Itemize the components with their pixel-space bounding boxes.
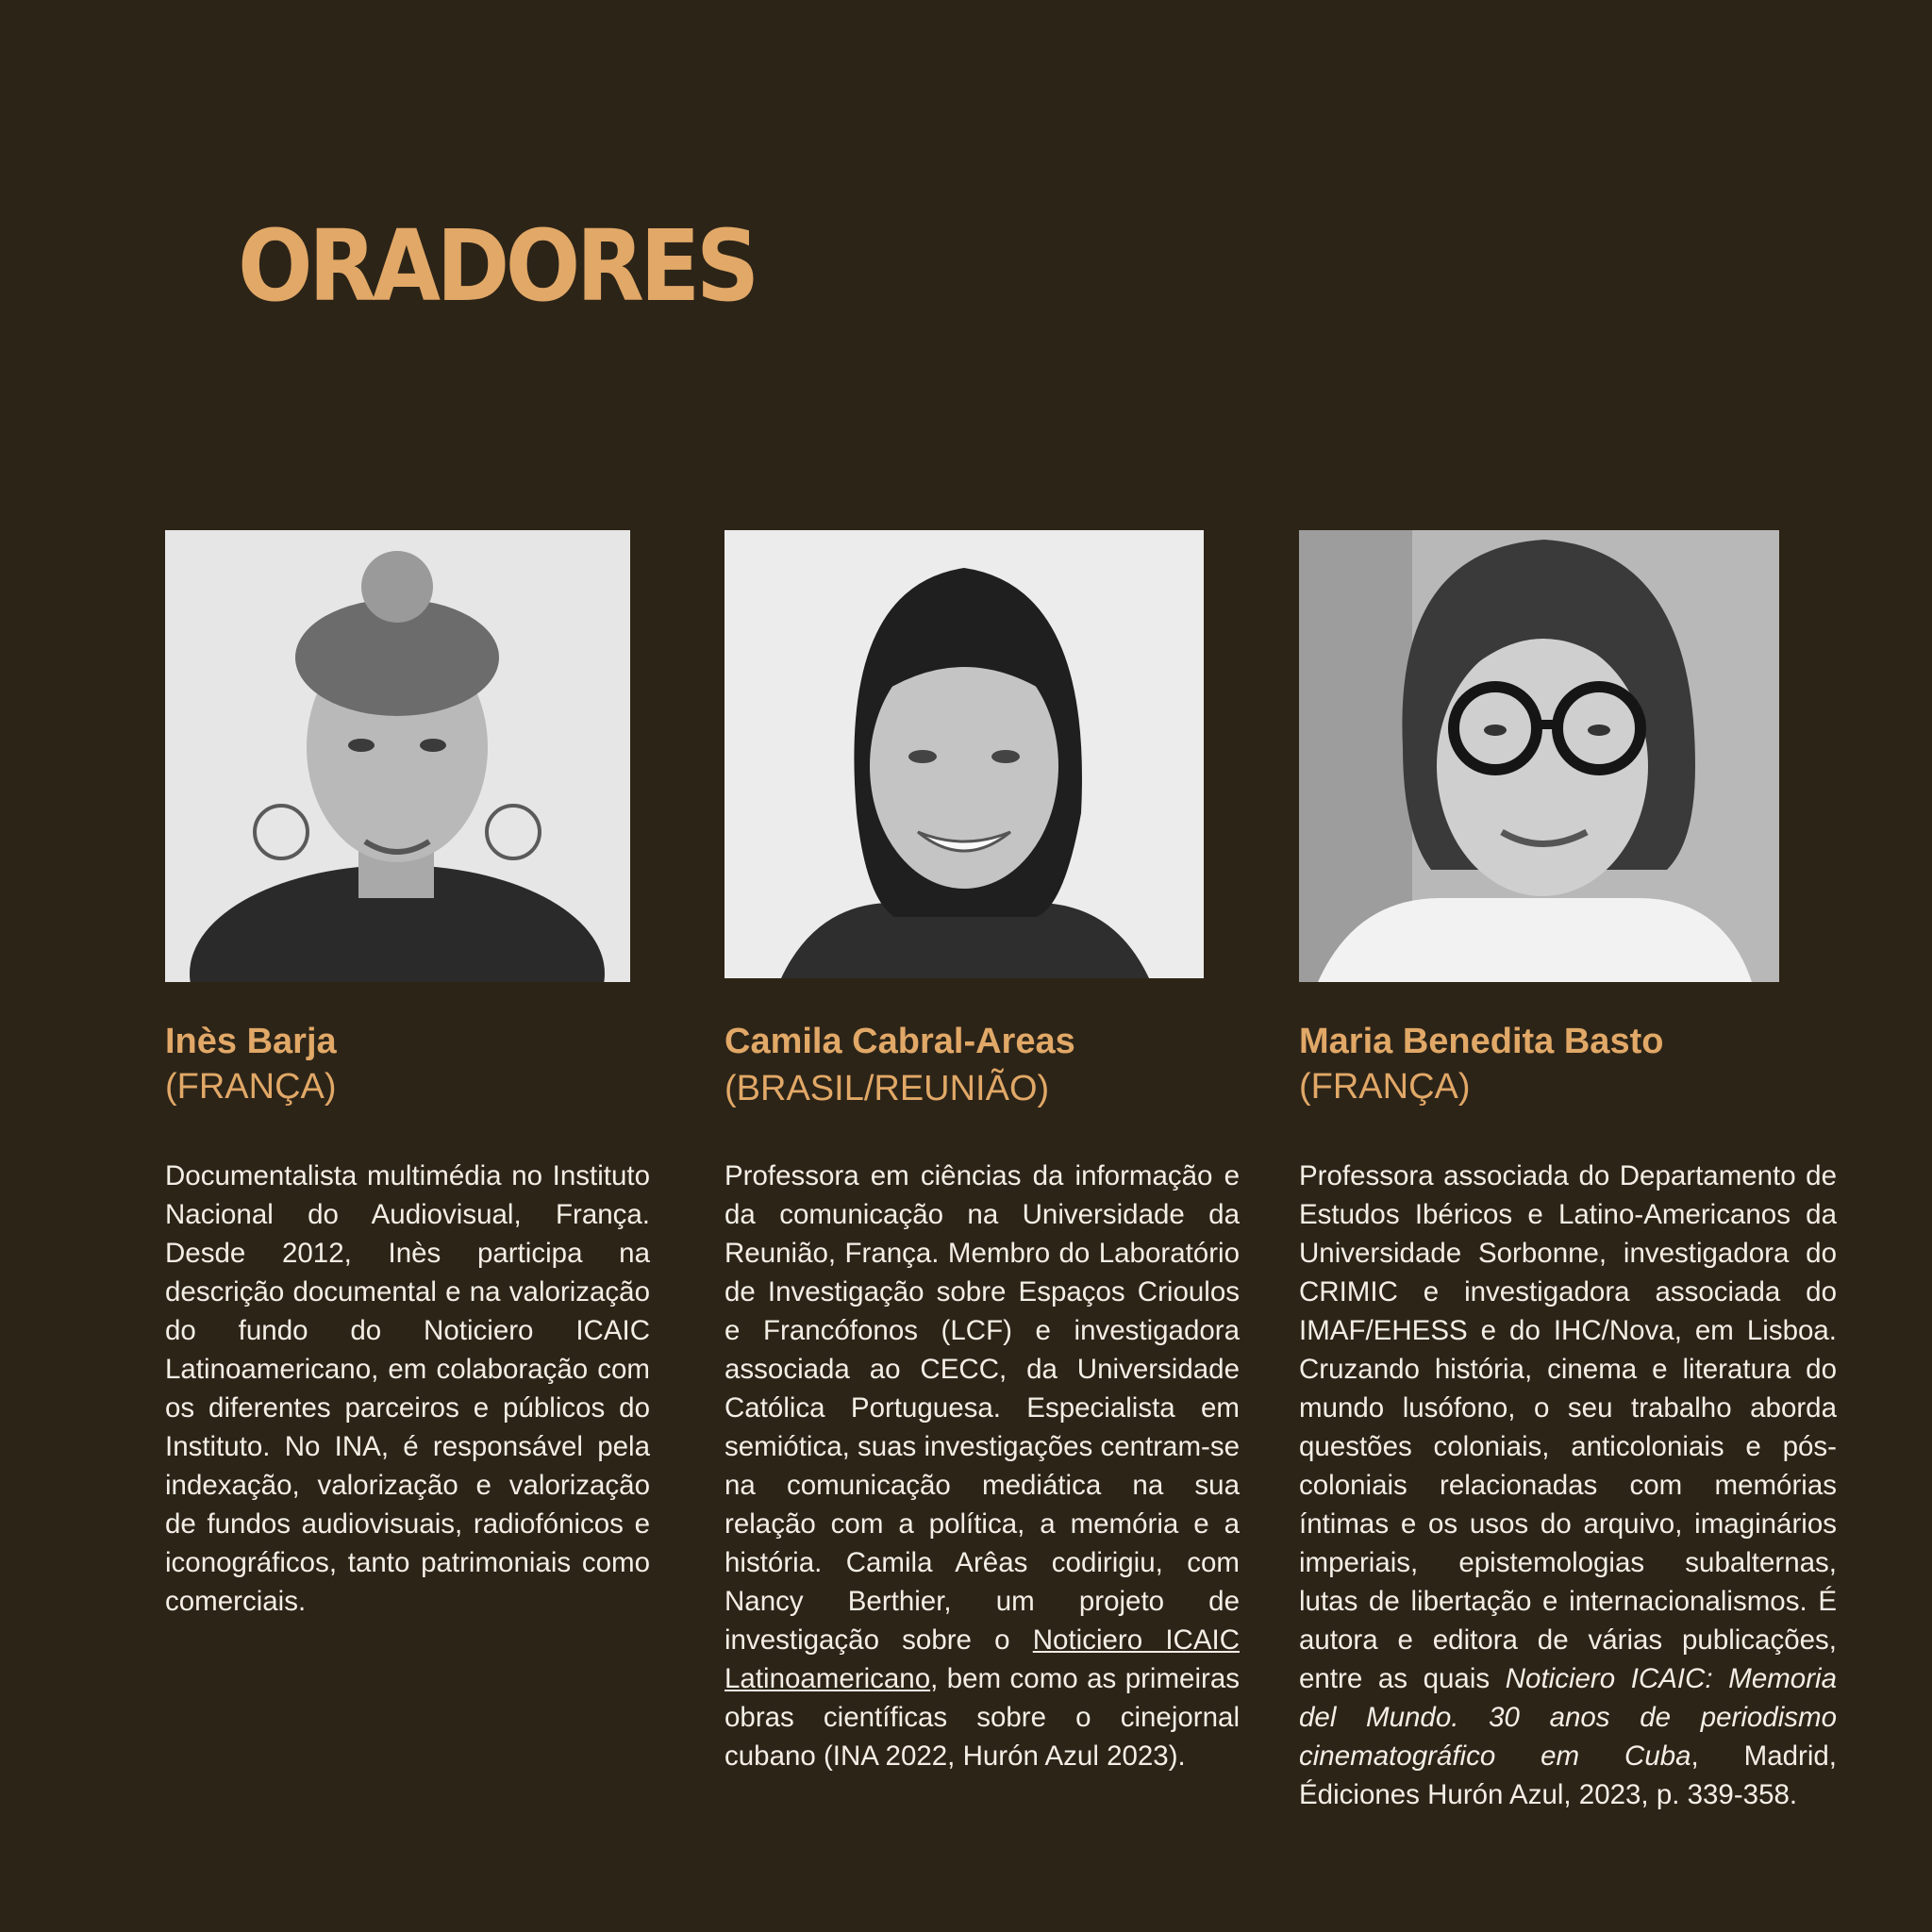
speaker-photo-camila-cabral-areas xyxy=(724,530,1204,978)
speaker-name: Maria Benedita Basto xyxy=(1299,1022,1664,1061)
speaker-name: Camila Cabral-Areas xyxy=(724,1022,1075,1061)
bio-text: , bem como as primeiras obras científicas sobre o cinejornal cubano (INA 2022, Hurón Azul 2023). xyxy=(724,1663,1240,1772)
publication-title: Noticiero ICAIC: Memoria del Mundo. 30 anos de periodismo cinematográfico em Cuba xyxy=(1299,1663,1837,1772)
page-title: ORADORES xyxy=(238,208,756,324)
speaker-country: (BRASIL/REUNIÃO) xyxy=(724,1069,1050,1108)
speaker-name: Inès Barja xyxy=(165,1022,337,1061)
portrait-photo-icon xyxy=(724,530,1204,978)
noticiero-link[interactable]: Noticiero ICAIC Latinoamericano xyxy=(724,1624,1240,1694)
speaker-photo-maria-benedita-basto xyxy=(1299,530,1779,982)
speaker-bio xyxy=(724,1157,1240,1775)
speaker-country: (FRANÇA) xyxy=(1299,1067,1471,1107)
portrait-photo-icon xyxy=(1299,530,1779,982)
speaker-photo-ines-barja xyxy=(165,530,630,982)
bio-text: Professora associada do Departamento de Estudos Ibéricos e Latino-Americanos da Universidade Sorbonne, investigadora do CRIMIC e investigadora associada do IMAF/EHESS e do IHC/Nova, em Lisboa. Cruzando história, cinema e literatura do mundo lusófono, o seu trabalho aborda questões coloniais, anticoloniais e pós-coloniais relacionadas com memórias íntimas e os usos do arquivo, imaginários imperiais, epistemologias subalternas, lutas de libertação e internacionalismos. É autora e editora de várias publicações, entre as quais xyxy=(1299,1160,1837,1694)
speaker-country: (FRANÇA) xyxy=(165,1067,337,1107)
speaker-bio xyxy=(1299,1157,1837,1814)
portrait-photo-icon xyxy=(165,530,630,982)
bio-text: , Madrid, Édiciones Hurón Azul, 2023, p. 339-358. xyxy=(1299,1740,1838,1810)
speaker-bio: Documentalista multimédia no Instituto Nacional do Audiovisual, França. Desde 2012, Inès participa na descrição documental e na valorização do fundo do Noticiero ICAIC Latinoamericano, em colaboração com os diferentes parceiros e públicos do Instituto. No INA, é responsável pela indexação, valorização e valorização de fundos audiovisuais, radiofónicos e iconográficos, tanto patrimoniais como comerciais. xyxy=(165,1160,650,1617)
bio-text: Professora em ciências da informação e da comunicação na Universidade da Reunião, França. Membro do Laboratório de Investigação sobre Espaços Crioulos e Francófonos (LCF) e investigadora associada ao CECC, da Universidade Católica Portuguesa. Especialista em semiótica, suas investigações centram-se na comunicação mediática na sua relação com a política, a memória e a história. Camila Arêas codirigiu, com Nancy Berthier, um projeto de investigação sobre o xyxy=(724,1160,1240,1656)
